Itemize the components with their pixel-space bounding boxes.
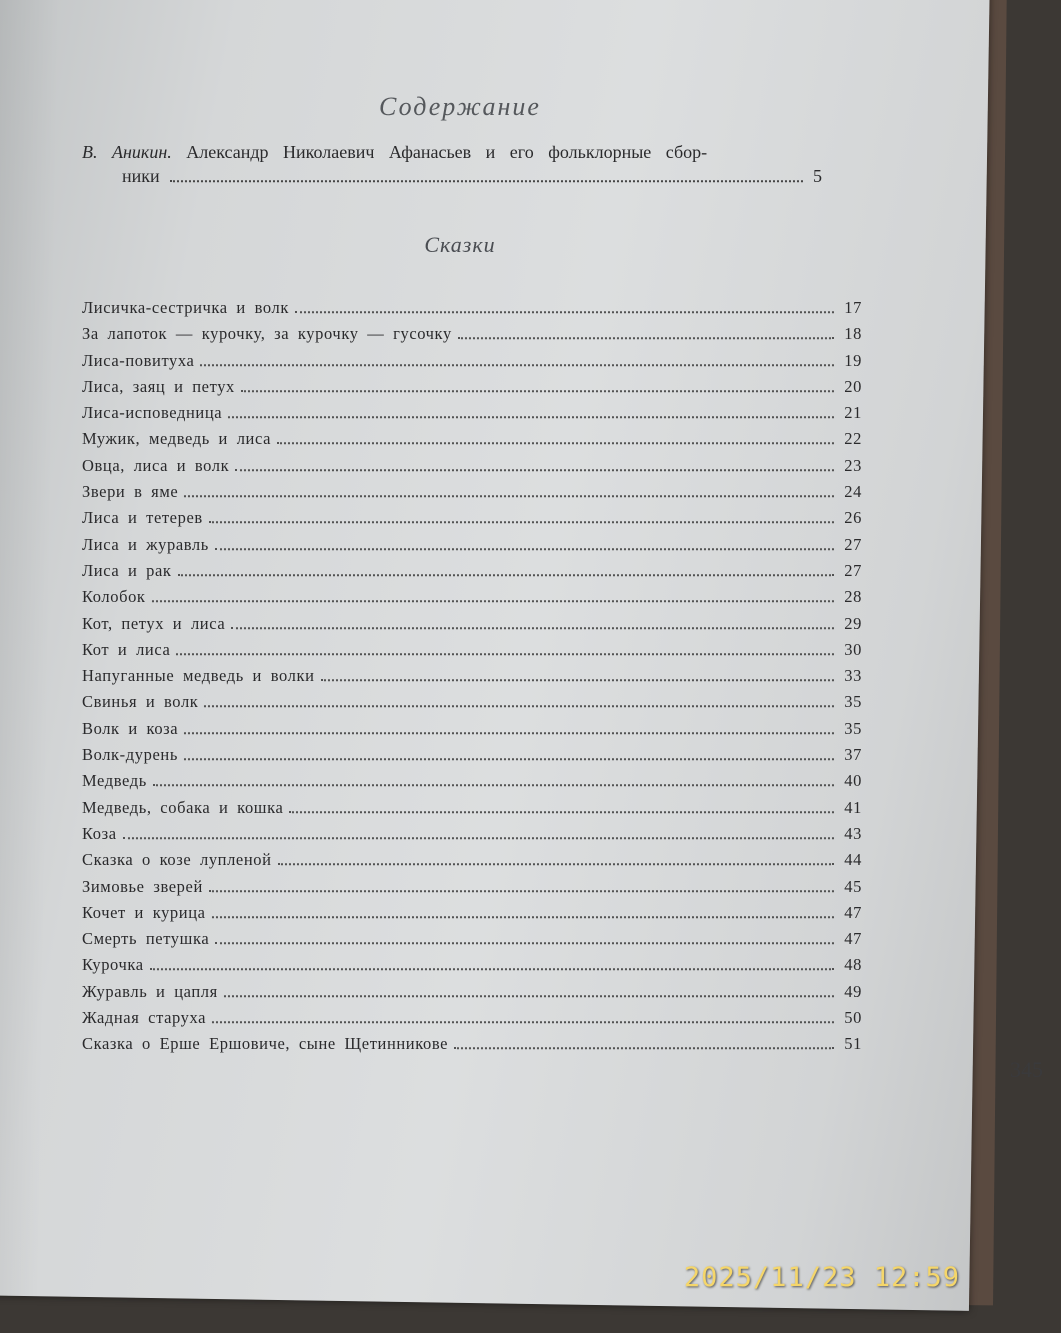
intro-author: В. Аникин. [81,142,172,163]
toc-entry [82,956,862,982]
dot-leader [295,311,834,313]
toc-entry-title: Кот и лиса [81,640,171,660]
toc-entry [82,351,862,377]
toc-entry-title: Колобок [81,587,146,607]
toc-entry-title: Курочка [81,955,144,975]
dot-leader [215,548,834,550]
toc-list [82,298,862,1061]
toc-entry-page: 50 [844,1008,862,1028]
dot-leader [235,469,834,471]
dot-leader [212,916,834,918]
dot-leader [150,969,834,971]
dot-leader [184,732,834,734]
dot-leader [184,495,834,497]
toc-entry-title: Лиса-исповедница [81,403,223,423]
toc-entry-page: 20 [844,377,862,397]
toc-entry [82,929,862,955]
intro-line-2 [82,164,822,188]
toc-entry-page: 44 [844,850,862,870]
toc-entry [82,877,862,903]
toc-entry-title: Лиса, заяц и петух [81,377,235,397]
toc-entry-page: 26 [844,508,862,528]
toc-entry-title: Лиса и журавль [81,534,209,554]
dot-leader [241,390,834,392]
toc-entry-title: Кочет и курица [81,903,206,923]
intro-title: Александр Николаевич Афанасьев и его фольклорные сбор- [186,142,708,163]
toc-entry-title: Лисичка-сестричка и волк [81,298,289,318]
toc-entry-page: 47 [844,903,862,923]
toc-entry [82,561,862,587]
dot-leader [209,522,834,524]
toc-entry-page: 23 [844,455,862,475]
toc-entry-title: Свинья и волк [81,692,199,712]
toc-entry [82,640,862,666]
toc-entry-title: Сказка о Ерше Ершовиче, сыне Щетинникове [81,1034,449,1054]
toc-entry [82,324,862,350]
toc-entry [82,798,862,824]
toc-entry-page: 47 [844,929,862,949]
dot-leader [215,942,834,944]
toc-entry [82,482,862,508]
dot-leader [321,679,834,681]
toc-entry-page: 18 [844,324,862,344]
dot-leader [209,890,834,892]
toc-entry [82,587,862,613]
toc-entry [82,1035,862,1061]
toc-entry-page: 19 [844,350,862,370]
toc-entry-title: Смерть петушка [81,929,210,949]
toc-entry-page: 43 [844,824,862,844]
toc-entry-title: Волк и коза [81,718,179,738]
dot-leader [454,1048,834,1050]
toc-entry [82,719,862,745]
toc-entry [82,456,862,482]
dot-leader [458,337,834,339]
intro-title-continued: ники [121,166,160,187]
dot-leader [231,627,834,629]
toc-entry [82,666,862,692]
toc-entry-title: Кот, петух и лиса [81,613,226,633]
photo-timestamp: 2025/11/23 12:59 [683,1262,960,1293]
toc-entry-page: 41 [844,797,862,817]
toc-entry [82,1008,862,1034]
page-title: Содержание [379,92,541,122]
dot-leader [123,837,834,839]
toc-entry-page: 17 [844,298,862,318]
page-gutter-shadow [0,0,60,1296]
intro-line-1 [82,140,822,164]
toc-entry [82,535,862,561]
toc-entry-page: 33 [844,666,862,686]
toc-entry-title: Напуганные медведь и волки [81,666,315,686]
toc-entry [82,509,862,535]
toc-entry-page: 27 [844,561,862,581]
dot-leader [204,706,834,708]
toc-entry-page: 22 [844,429,862,449]
toc-entry-title: Медведь, собака и кошка [81,797,284,817]
dot-leader [184,758,834,760]
dot-leader [170,180,803,182]
toc-entry-title: Звери в яме [81,482,179,502]
toc-entry-page: 27 [844,534,862,554]
toc-entry [82,693,862,719]
toc-entry-page: 35 [844,718,862,738]
toc-entry [82,614,862,640]
toc-entry [82,377,862,403]
toc-entry-page: 48 [844,955,862,975]
toc-entry-title: Коза [81,824,117,844]
toc-entry-title: Жадная старуха [81,1008,207,1028]
toc-entry-page: 45 [844,876,862,896]
toc-entry-page: 49 [844,981,862,1001]
toc-entry-title: Зимовье зверей [81,876,203,896]
dot-leader [176,653,834,655]
toc-entry-title: Сказка о козе лупленой [81,850,272,870]
dot-leader [212,1021,834,1023]
toc-entry-page: 40 [844,771,862,791]
toc-entry [82,403,862,429]
toc-entry-title: Лиса и рак [81,561,172,581]
intro-page-number: 5 [812,166,822,187]
dot-leader [228,416,834,418]
toc-entry [82,982,862,1008]
toc-entry-title: Лиса-повитуха [81,350,195,370]
toc-entry [82,430,862,456]
toc-entry-title: Мужик, медведь и лиса [81,429,272,449]
dot-leader [178,574,834,576]
toc-entry-page: 21 [844,403,862,423]
dot-leader [152,600,834,602]
toc-entry [82,850,862,876]
toc-entry-page: 35 [844,692,862,712]
dot-leader [153,785,834,787]
intro-entry [82,140,822,188]
toc-entry-title: За лапоток — курочку, за курочку — гусочку [81,324,452,344]
dot-leader [277,443,834,445]
toc-entry-page: 28 [844,587,862,607]
toc-entry-page: 24 [844,482,862,502]
toc-entry [82,745,862,771]
page-folio-number: 345 [1009,1057,1043,1083]
dot-leader [278,863,834,865]
toc-entry-title: Овца, лиса и волк [81,455,230,475]
toc-entry-page: 51 [844,1034,862,1054]
toc-entry-page: 30 [844,640,862,660]
dot-leader [200,364,834,366]
toc-entry-title: Лиса и тетерев [81,508,203,528]
dot-leader [224,995,834,997]
toc-entry [82,824,862,850]
toc-entry-title: Медведь [81,771,147,791]
toc-entry-title: Волк-дурень [81,745,178,765]
toc-entry-page: 29 [844,613,862,633]
toc-entry [82,903,862,929]
toc-entry-title: Журавль и цапля [81,981,218,1001]
dot-leader [289,811,834,813]
toc-entry [82,298,862,324]
toc-entry [82,772,862,798]
toc-entry-page: 37 [844,745,862,765]
section-heading: Сказки [424,232,496,258]
